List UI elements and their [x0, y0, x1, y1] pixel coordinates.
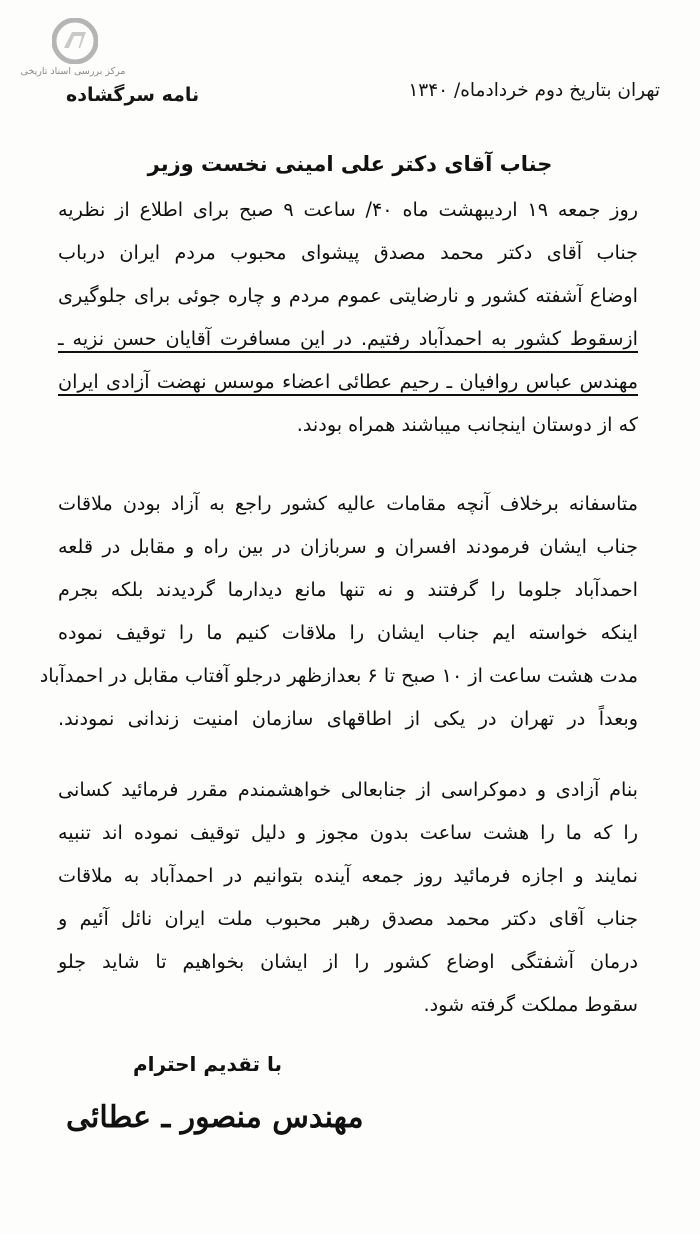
- archive-logo-icon: [52, 18, 98, 64]
- paragraph-line: جناب آقای دکتر محمد مصدق پیشوای محبوب مردم ایران درباب: [58, 241, 638, 264]
- paragraph-line: مدت هشت ساعت از ۱۰ صبح تا ۶ بعدازظهر درجلو آفتاب مقابل در احمدآباد: [39, 664, 638, 687]
- paragraph-line: روز جمعه ۱۹ اردیبهشت ماه ۴۰/ ساعت ۹ صبح برای اطلاع از نظریه: [58, 198, 638, 221]
- paragraph-line: وبعداً در تهران در یکی از اطاقهای سازمان امنیت زندانی نمودند.: [58, 707, 638, 730]
- letter-date: تهران بتاریخ دوم خردادماه/ ۱۳۴۰: [408, 80, 660, 101]
- paragraph-line: جناب ایشان فرمودند افسران و سربازان در بین راه و مقابل در قلعه: [58, 535, 638, 558]
- paragraph-line: مهندس عباس روافیان ـ رحیم عطائی اعضاء موسس نهضت آزادی ایران: [58, 370, 638, 393]
- paragraph-line: بنام آزادی و دموکراسی از جنابعالی خواهشمندم مقرر فرمائید کسانی: [58, 778, 638, 801]
- watermark-text: مرکز بررسی اسناد تاریخی: [20, 66, 126, 77]
- paragraph-line: اینکه خواسته ایم جناب ایشان را ملاقات کنیم ما را توقیف نموده: [58, 621, 638, 644]
- paragraph-1: [58, 188, 638, 446]
- paragraph-line: اوضاع آشفته کشور و نارضایتی عموم مردم و چاره جوئی برای جلوگیری: [58, 284, 638, 307]
- paragraph-line: که از دوستان اینجانب میباشند همراه بودند.: [296, 413, 638, 436]
- paragraph-2: [39, 482, 638, 740]
- paragraph-line: جناب آقای دکتر محمد مصدق رهبر محبوب ملت ایران نائل آئیم و: [58, 907, 638, 930]
- paragraph-line: متاسفانه برخلاف آنچه مقامات عالیه کشور راجع به آزاد بودن ملاقات: [58, 492, 638, 515]
- letter-type: نامه سرگشاده: [66, 84, 200, 106]
- paragraph-line: نمایند و اجازه فرمائید روز جمعه آینده بتوانیم در احمدآباد به ملاقات: [58, 864, 638, 887]
- closing-salutation: با تقدیم احترام: [133, 1052, 282, 1076]
- paragraph-line: ازسقوط کشور به احمدآباد رفتیم. در این مسافرت آقایان حسن نزیه ـ: [58, 327, 638, 350]
- paragraph-line: احمدآباد جلوما را گرفتند و نه تنها مانع دیدارما گردیدند بلکه بجرم: [58, 578, 638, 601]
- watermark: [18, 18, 128, 88]
- addressee: جناب آقای دکتر علی امینی نخست وزیر: [147, 152, 553, 176]
- paragraph-line: را که ما را هشت ساعت بدون مجوز و دلیل توقیف نموده اند تنبیه: [58, 821, 638, 844]
- paragraph-line: درمان آشفتگی اوضاع کشور را از ایشان بخواهیم تا شاید جلو: [58, 950, 638, 973]
- paragraph-line: سقوط مملکت گرفته شود.: [423, 993, 638, 1016]
- signature: مهندس منصور ـ عطائی: [66, 1100, 364, 1135]
- paragraph-3: [58, 768, 638, 1026]
